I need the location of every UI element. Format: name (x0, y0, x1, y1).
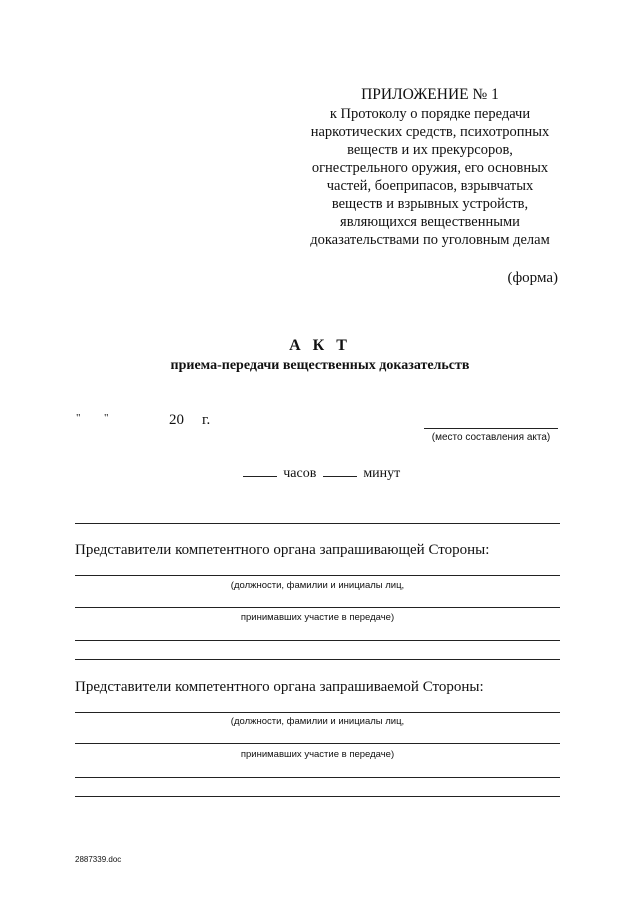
year-suffix: г. (202, 412, 211, 428)
time-row (0, 466, 640, 482)
day-open-quote: " (76, 412, 81, 424)
year-prefix: 20 (169, 412, 184, 428)
form-label: (форма) (507, 270, 558, 286)
minutes-blank (323, 466, 357, 477)
section2-caption2: принимавших участие в передаче) (240, 749, 395, 760)
section2-line (75, 712, 560, 713)
separator-line (75, 523, 560, 524)
appendix-line: веществ и их прекурсоров, (347, 142, 513, 158)
appendix-line: частей, боеприпасов, взрывчатых (326, 178, 534, 194)
minutes-label: минут (363, 466, 401, 481)
place-field-line (424, 428, 558, 429)
section2-heading: Представители компетентного органа запрашиваемой Стороны: (75, 679, 484, 695)
section1-caption2: принимавших участие в передаче) (240, 612, 395, 623)
section1-caption1: (должности, фамилии и инициалы лиц, (230, 580, 405, 591)
appendix-header (300, 86, 560, 249)
act-subtitle: приема-передачи вещественных доказательств (170, 358, 470, 373)
section2-line (75, 796, 560, 797)
act-title: А К Т (289, 337, 351, 354)
section1-line (75, 575, 560, 576)
appendix-line: доказательствами по уголовным делам (310, 232, 550, 248)
hours-label: часов (283, 466, 317, 481)
section2-line (75, 777, 560, 778)
section1-line (75, 607, 560, 608)
place-caption: (место составления акта) (431, 432, 551, 443)
appendix-title: ПРИЛОЖЕНИЕ № 1 (361, 86, 499, 103)
section1-line (75, 659, 560, 660)
section2-caption1: (должности, фамилии и инициалы лиц, (230, 716, 405, 727)
day-close-quote: " (104, 412, 109, 424)
section1-heading: Представители компетентного органа запрашивающей Стороны: (75, 542, 490, 558)
section2-line (75, 743, 560, 744)
appendix-line: огнестрельного оружия, его основных (311, 160, 549, 176)
appendix-line: наркотических средств, психотропных (310, 124, 550, 140)
date-row (0, 412, 640, 432)
hours-blank (243, 466, 277, 477)
appendix-line: к Протоколу о порядке передачи (329, 106, 531, 122)
section1-line (75, 640, 560, 641)
document-reference: 2887339.doc (75, 855, 122, 864)
appendix-line: являющихся вещественными (340, 214, 520, 230)
appendix-line: веществ и взрывных устройств, (331, 196, 529, 212)
